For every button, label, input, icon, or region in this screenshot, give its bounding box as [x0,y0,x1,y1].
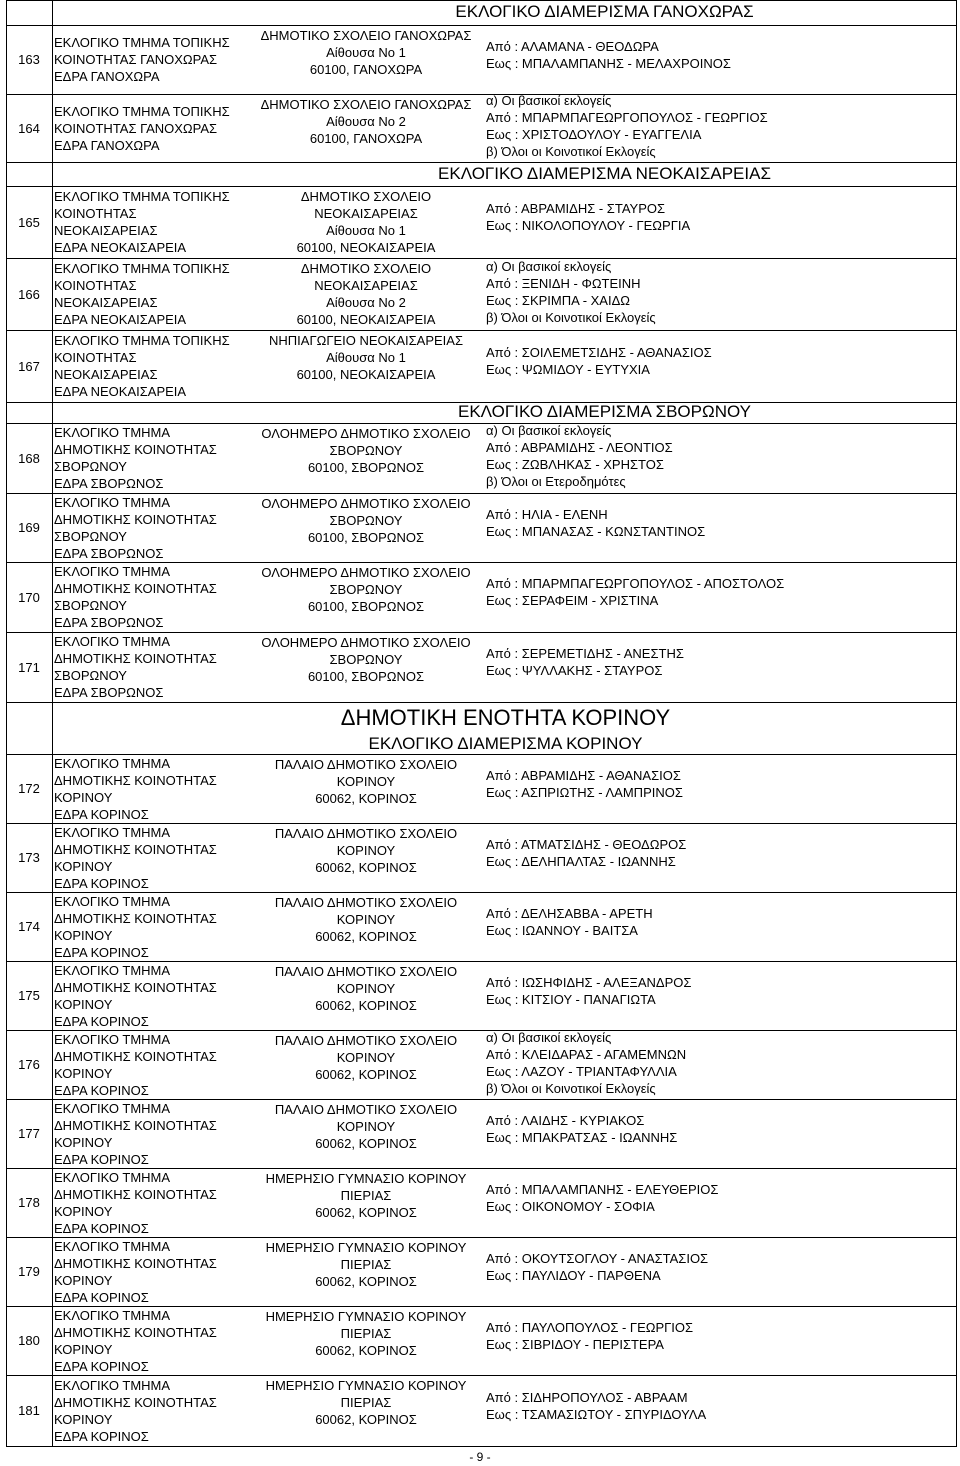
voter-range: Από : ΗΛΙΑ - ΕΛΕΝΗ Εως : ΜΠΑΝΑΣΑΣ - ΚΩΝΣΤΑΝΤΙΝΟΣ [486,506,706,539]
row-divider [6,632,957,633]
row-number: 172 [18,781,40,796]
row-number: 170 [18,589,40,605]
section-name: ΕΚΛΟΓΙΚΟ ΤΜΗΜΑ ΔΗΜΟΤΙΚΗΣ ΚΟΙΝΟΤΗΤΑΣ ΚΟΡΙΝΟΥ ΕΔΡΑ ΚΟΡΙΝΟΣ [54,1169,217,1236]
row-divider [6,258,957,259]
header-korinos: ΕΚΛΟΓΙΚΟ ΔΙΑΜΕΡΙΣΜΑ ΚΟΡΙΝΟΥ [368,734,643,753]
column-divider [956,0,957,1446]
voter-range: Από : ΠΑΥΛΟΠΟΥΛΟΣ - ΓΕΩΡΓΙΟΣ Εως : ΣΙΒΡΙΔΟΥ - ΠΕΡΙΣΤΕΡΑ [486,1319,694,1352]
venue-address: ΠΑΛΑΙΟ ΔΗΜΟΤΙΚΟ ΣΧΟΛΕΙΟ ΚΟΡΙΝΟΥ 60062, ΚΟΡΙΝΟΣ [274,1033,458,1082]
venue-address: ΗΜΕΡΗΣΙΟ ΓΥΜΝΑΣΙΟ ΚΟΡΙΝΟΥ ΠΙΕΡΙΑΣ 60062, ΚΟΡΙΝΟΣ [265,1309,467,1358]
venue-address: ΠΑΛΑΙΟ ΔΗΜΟΤΙΚΟ ΣΧΟΛΕΙΟ ΚΟΡΙΝΟΥ 60062, ΚΟΡΙΝΟΣ [274,964,458,1013]
venue-address: ΟΛΟΗΜΕΡΟ ΔΗΜΟΤΙΚΟ ΣΧΟΛΕΙΟ ΣΒΟΡΩΝΟΥ 60100, ΣΒΟΡΩΝΟΣ [261,426,471,475]
row-divider [6,493,957,494]
venue-address: ΔΗΜΟΤΙΚΟ ΣΧΟΛΕΙΟ ΓΑΝΟΧΩΡΑΣ Αίθουσα Νο 2 60100, ΓΑΝΟΧΩΡΑ [260,97,472,146]
section-name: ΕΚΛΟΓΙΚΟ ΤΜΗΜΑ ΔΗΜΟΤΙΚΗΣ ΚΟΙΝΟΤΗΤΑΣ ΚΟΡΙΝΟΥ ΕΔΡΑ ΚΟΡΙΝΟΣ [54,1238,217,1305]
section-name: ΕΚΛΟΓΙΚΟ ΤΜΗΜΑ ΔΗΜΟΤΙΚΗΣ ΚΟΙΝΟΤΗΤΑΣ ΚΟΡΙΝΟΥ ΕΔΡΑ ΚΟΡΙΝΟΣ [54,1100,217,1167]
voter-range: Από : ΜΠΑΛΑΜΠΑΝΗΣ - ΕΛΕΥΘΕΡΙΟΣ Εως : ΟΙΚΟΝΟΜΟΥ - ΣΟΦΙΑ [486,1181,719,1214]
table-row [6,1237,957,1306]
voter-range: α) Οι βασικοί εκλογείς Από : ΜΠΑΡΜΠΑΓΕΩΡΓΟΠΟΥΛΟΣ - ΓΕΩΡΓΙΟΣ Εως : ΧΡΙΣΤΟΔΟΥΛΟΥ - ΕΥΑΓΓΕΛΙΑ β) Όλοι οι Κοινοτικοί Εκλογείς [486,93,768,159]
voter-range: α) Οι βασικοί εκλογείς Από : ΚΛΕΙΔΑΡΑΣ - ΑΓΑΜΕΜΝΩΝ Εως : ΛΑΖΟΥ - ΤΡΙΑΝΤΑΦΥΛΛΙΑ β) Όλοι οι Κοινοτικοί Εκλογείς [486,1029,687,1096]
voter-range: Από : ΙΩΣΗΦΙΔΗΣ - ΑΛΕΞΑΝΔΡΟΣ Εως : ΚΙΤΣΙΟΥ - ΠΑΝΑΓΙΩΤΑ [486,974,692,1007]
venue-address: ΟΛΟΗΜΕΡΟ ΔΗΜΟΤΙΚΟ ΣΧΟΛΕΙΟ ΣΒΟΡΩΝΟΥ 60100, ΣΒΟΡΩΝΟΣ [261,496,471,545]
section-name: ΕΚΛΟΓΙΚΟ ΤΜΗΜΑ ΔΗΜΟΤΙΚΗΣ ΚΟΙΝΟΤΗΤΑΣ ΚΟΡΙΝΟΥ ΕΔΡΑ ΚΟΡΙΝΟΣ [54,962,217,1029]
section-name: ΕΚΛΟΓΙΚΟ ΤΜΗΜΑ ΔΗΜΟΤΙΚΗΣ ΚΟΙΝΟΤΗΤΑΣ ΚΟΡΙΝΟΥ ΕΔΡΑ ΚΟΡΙΝΟΣ [54,893,217,960]
row-number: 164 [18,120,40,136]
row-number: 165 [18,214,40,230]
polling-stations-table [6,0,957,1446]
row-divider [6,423,957,424]
table-row [6,493,957,562]
table-row [6,1168,957,1237]
row-number: 179 [18,1264,40,1279]
voter-range: Από : ΑΛΑΜΑΝΑ - ΘΕΟΔΩΡΑ Εως : ΜΠΑΛΑΜΠΑΝΗΣ - ΜΕΛΑΧΡΟΙΝΟΣ [486,38,731,71]
table-row [6,94,957,162]
header-neokaisareia: ΕΚΛΟΓΙΚΟ ΔΙΑΜΕΡΙΣΜΑ ΝΕΟΚΑΙΣΑΡΕΙΑΣ [438,164,771,183]
voter-range: α) Οι βασικοί εκλογείς Από : ΞΕΝΙΔΗ - ΦΩΤΕΙΝΗ Εως : ΣΚΡΙΜΠΑ - ΧΑΙΔΩ β) Όλοι οι Κοινοτικοί Εκλογείς [486,259,656,325]
row-divider [6,702,957,703]
column-divider [6,0,7,1446]
section-name: ΕΚΛΟΓΙΚΟ ΤΜΗΜΑ ΔΗΜΟΤΙΚΗΣ ΚΟΙΝΟΤΗΤΑΣ ΚΟΡΙΝΟΥ ΕΔΡΑ ΚΟΡΙΝΟΣ [54,1031,217,1098]
column-divider [52,0,53,1446]
venue-address: ΝΗΠΙΑΓΩΓΕΙΟ ΝΕΟΚΑΙΣΑΡΕΙΑΣ Αίθουσα Νο 1 60100, ΝΕΟΚΑΙΣΑΡΕΙΑ [269,333,463,382]
table-row [6,562,957,632]
header-korinos-unit: ΔΗΜΟΤΙΚΗ ΕΝΟΤΗΤΑ ΚΟΡΙΝΟΥ [340,705,671,730]
voter-range: Από : ΟΚΟΥΤΣΟΓΛΟΥ - ΑΝΑΣΤΑΣΙΟΣ Εως : ΠΑΥΛΙΔΟΥ - ΠΑΡΘΕΝΑ [486,1250,709,1283]
voter-range: Από : ΑΤΜΑΤΣΙΔΗΣ - ΘΕΟΔΩΡΟΣ Εως : ΔΕΛΗΠΑΛΤΑΣ - ΙΩΑΝΝΗΣ [486,836,687,869]
table-row [6,961,957,1030]
section-name: ΕΚΛΟΓΙΚΟ ΤΜΗΜΑ ΔΗΜΟΤΙΚΗΣ ΚΟΙΝΟΤΗΤΑΣ ΚΟΡΙΝΟΥ ΕΔΡΑ ΚΟΡΙΝΟΣ [54,824,217,891]
header-ganochora: ΕΚΛΟΓΙΚΟ ΔΙΑΜΕΡΙΣΜΑ ΓΑΝΟΧΩΡΑΣ [455,2,754,21]
row-divider [6,1375,957,1376]
row-divider [6,1446,957,1447]
voter-range: α) Οι βασικοί εκλογείς Από : ΑΒΡΑΜΙΔΗΣ - ΛΕΟΝΤΙΟΣ Εως : ΖΩΒΛΗΚΑΣ - ΧΡΗΣΤΟΣ β) Όλοι οι Ετεροδημότες [486,423,673,489]
row-divider [6,1306,957,1307]
row-divider [6,330,957,331]
table-row [6,632,957,702]
section-name: ΕΚΛΟΓΙΚΟ ΤΜΗΜΑ ΤΟΠΙΚΗΣ ΚΟΙΝΟΤΗΤΑΣ ΓΑΝΟΧΩΡΑΣ ΕΔΡΑ ΓΑΝΟΧΩΡΑ [54,103,230,153]
table-row [6,1099,957,1168]
row-divider [6,25,957,26]
table-row [6,892,957,961]
section-name: ΕΚΛΟΓΙΚΟ ΤΜΗΜΑ ΔΗΜΟΤΙΚΗΣ ΚΟΙΝΟΤΗΤΑΣ ΣΒΟΡΩΝΟΥ ΕΔΡΑ ΣΒΟΡΩΝΟΣ [54,494,217,561]
row-divider [6,823,957,824]
venue-address: ΔΗΜΟΤΙΚΟ ΣΧΟΛΕΙΟ ΝΕΟΚΑΙΣΑΡΕΙΑΣ Αίθουσα Νο 1 60100, ΝΕΟΚΑΙΣΑΡΕΙΑ [296,189,436,255]
section-name: ΕΚΛΟΓΙΚΟ ΤΜΗΜΑ ΔΗΜΟΤΙΚΗΣ ΚΟΙΝΟΤΗΤΑΣ ΣΒΟΡΩΝΟΥ ΕΔΡΑ ΣΒΟΡΩΝΟΣ [54,564,217,630]
voter-range: Από : ΔΕΛΗΣΑΒΒΑ - ΑΡΕΤΗ Εως : ΙΩΑΝΝΟΥ - ΒΑΙΤΣΑ [486,905,653,938]
table-row [6,823,957,892]
row-divider [6,961,957,962]
row-number: 175 [18,988,40,1003]
row-divider [6,0,957,1]
table-row [6,1030,957,1099]
row-number: 177 [18,1126,40,1141]
row-number: 178 [18,1195,40,1210]
table-row [6,423,957,493]
table-row [6,754,957,823]
venue-address: ΠΑΛΑΙΟ ΔΗΜΟΤΙΚΟ ΣΧΟΛΕΙΟ ΚΟΡΙΝΟΥ 60062, ΚΟΡΙΝΟΣ [274,1102,458,1151]
row-number: 173 [18,850,40,865]
section-name: ΕΚΛΟΓΙΚΟ ΤΜΗΜΑ ΔΗΜΟΤΙΚΗΣ ΚΟΙΝΟΤΗΤΑΣ ΚΟΡΙΝΟΥ ΕΔΡΑ ΚΟΡΙΝΟΣ [54,1377,217,1444]
section-name: ΕΚΛΟΓΙΚΟ ΤΜΗΜΑ ΤΟΠΙΚΗΣ ΚΟΙΝΟΤΗΤΑΣ ΝΕΟΚΑΙΣΑΡΕΙΑΣ ΕΔΡΑ ΝΕΟΚΑΙΣΑΡΕΙΑ [54,261,230,327]
voter-range: Από : ΑΒΡΑΜΙΔΗΣ - ΑΘΑΝΑΣΙΟΣ Εως : ΑΣΠΡΙΩΤΗΣ - ΛΑΜΠΡΙΝΟΣ [486,767,683,800]
table-row [6,25,957,94]
row-number: 171 [18,659,40,675]
venue-address: ΠΑΛΑΙΟ ΔΗΜΟΤΙΚΟ ΣΧΟΛΕΙΟ ΚΟΡΙΝΟΥ 60062, ΚΟΡΙΝΟΣ [274,895,458,944]
row-divider [6,94,957,95]
venue-address: ΠΑΛΑΙΟ ΔΗΜΟΤΙΚΟ ΣΧΟΛΕΙΟ ΚΟΡΙΝΟΥ 60062, ΚΟΡΙΝΟΣ [274,757,458,806]
table-row [6,330,957,402]
row-number: 163 [18,52,40,67]
row-number: 168 [18,450,40,466]
section-name: ΕΚΛΟΓΙΚΟ ΤΜΗΜΑ ΔΗΜΟΤΙΚΗΣ ΚΟΙΝΟΤΗΤΑΣ ΚΟΡΙΝΟΥ ΕΔΡΑ ΚΟΡΙΝΟΣ [54,1307,217,1374]
venue-address: ΟΛΟΗΜΕΡΟ ΔΗΜΟΤΙΚΟ ΣΧΟΛΕΙΟ ΣΒΟΡΩΝΟΥ 60100, ΣΒΟΡΩΝΟΣ [261,635,471,684]
row-divider [6,1168,957,1169]
row-divider [6,754,957,755]
section-name: ΕΚΛΟΓΙΚΟ ΤΜΗΜΑ ΤΟΠΙΚΗΣ ΚΟΙΝΟΤΗΤΑΣ ΝΕΟΚΑΙΣΑΡΕΙΑΣ ΕΔΡΑ ΝΕΟΚΑΙΣΑΡΕΙΑ [54,333,230,399]
row-number: 176 [18,1057,40,1072]
row-divider [6,1237,957,1238]
row-divider [6,892,957,893]
row-number: 169 [18,520,40,535]
section-name: ΕΚΛΟΓΙΚΟ ΤΜΗΜΑ ΤΟΠΙΚΗΣ ΚΟΙΝΟΤΗΤΑΣ ΝΕΟΚΑΙΣΑΡΕΙΑΣ ΕΔΡΑ ΝΕΟΚΑΙΣΑΡΕΙΑ [54,189,230,255]
section-name: ΕΚΛΟΓΙΚΟ ΤΜΗΜΑ ΔΗΜΟΤΙΚΗΣ ΚΟΙΝΟΤΗΤΑΣ ΣΒΟΡΩΝΟΥ ΕΔΡΑ ΣΒΟΡΩΝΟΣ [54,634,217,700]
voter-range: Από : ΣΙΔΗΡΟΠΟΥΛΟΣ - ΑΒΡΑΑΜ Εως : ΤΣΑΜΑΣΙΩΤΟΥ - ΣΠΥΡΙΔΟΥΛΑ [486,1389,707,1422]
venue-address: ΟΛΟΗΜΕΡΟ ΔΗΜΟΤΙΚΟ ΣΧΟΛΕΙΟ ΣΒΟΡΩΝΟΥ 60100, ΣΒΟΡΩΝΟΣ [261,565,471,614]
row-divider [6,162,957,163]
row-divider [6,562,957,563]
section-name: ΕΚΛΟΓΙΚΟ ΤΜΗΜΑ ΤΟΠΙΚΗΣ ΚΟΙΝΟΤΗΤΑΣ ΓΑΝΟΧΩΡΑΣ ΕΔΡΑ ΓΑΝΟΧΩΡΑ [54,35,230,84]
voter-range: Από : ΣΟΙΛΕΜΕΤΣΙΔΗΣ - ΑΘΑΝΑΣΙΟΣ Εως : ΨΩΜΙΔΟΥ - ΕΥΤΥΧΙΑ [486,345,712,377]
row-divider [6,1099,957,1100]
table-row [6,1306,957,1375]
row-number: 167 [18,358,40,374]
voter-range: Από : ΛΑΙΔΗΣ - ΚΥΡΙΑΚΟΣ Εως : ΜΠΑΚΡΑΤΣΑΣ - ΙΩΑΝΝΗΣ [486,1112,678,1145]
page-number: - 9 - [469,1450,491,1464]
table-row [6,1375,957,1446]
venue-address: ΗΜΕΡΗΣΙΟ ΓΥΜΝΑΣΙΟ ΚΟΡΙΝΟΥ ΠΙΕΡΙΑΣ 60062, ΚΟΡΙΝΟΣ [265,1240,467,1289]
venue-address: ΠΑΛΑΙΟ ΔΗΜΟΤΙΚΟ ΣΧΟΛΕΙΟ ΚΟΡΙΝΟΥ 60062, ΚΟΡΙΝΟΣ [274,826,458,875]
venue-address: ΔΗΜΟΤΙΚΟ ΣΧΟΛΕΙΟ ΓΑΝΟΧΩΡΑΣ Αίθουσα Νο 1 60100, ΓΑΝΟΧΩΡΑ [260,28,472,77]
row-number: 180 [18,1333,40,1348]
section-name: ΕΚΛΟΓΙΚΟ ΤΜΗΜΑ ΔΗΜΟΤΙΚΗΣ ΚΟΙΝΟΤΗΤΑΣ ΚΟΡΙΝΟΥ ΕΔΡΑ ΚΟΡΙΝΟΣ [54,755,217,822]
row-number: 174 [18,919,40,934]
row-number: 166 [18,286,40,302]
table-row [6,186,957,258]
row-number: 181 [18,1403,40,1418]
venue-address: ΔΗΜΟΤΙΚΟ ΣΧΟΛΕΙΟ ΝΕΟΚΑΙΣΑΡΕΙΑΣ Αίθουσα Νο 2 60100, ΝΕΟΚΑΙΣΑΡΕΙΑ [296,261,436,327]
row-divider [6,402,957,403]
voter-range: Από : ΑΒΡΑΜΙΔΗΣ - ΣΤΑΥΡΟΣ Εως : ΝΙΚΟΛΟΠΟΥΛΟΥ - ΓΕΩΡΓΙΑ [486,201,691,233]
venue-address: ΗΜΕΡΗΣΙΟ ΓΥΜΝΑΣΙΟ ΚΟΡΙΝΟΥ ΠΙΕΡΙΑΣ 60062, ΚΟΡΙΝΟΣ [265,1171,467,1220]
section-name: ΕΚΛΟΓΙΚΟ ΤΜΗΜΑ ΔΗΜΟΤΙΚΗΣ ΚΟΙΝΟΤΗΤΑΣ ΣΒΟΡΩΝΟΥ ΕΔΡΑ ΣΒΟΡΩΝΟΣ [54,425,217,491]
table-row [6,258,957,330]
voter-range: Από : ΣΕΡΕΜΕΤΙΔΗΣ - ΑΝΕΣΤΗΣ Εως : ΨΥΛΛΑΚΗΣ - ΣΤΑΥΡΟΣ [486,646,684,678]
voter-range: Από : ΜΠΑΡΜΠΑΓΕΩΡΓΟΠΟΥΛΟΣ - ΑΠΟΣΤΟΛΟΣ Εως : ΣΕΡΑΦΕΙΜ - ΧΡΙΣΤΙΝΑ [486,576,785,608]
row-divider [6,186,957,187]
venue-address: ΗΜΕΡΗΣΙΟ ΓΥΜΝΑΣΙΟ ΚΟΡΙΝΟΥ ΠΙΕΡΙΑΣ 60062, ΚΟΡΙΝΟΣ [265,1378,467,1427]
header-svoronos: ΕΚΛΟΓΙΚΟ ΔΙΑΜΕΡΙΣΜΑ ΣΒΟΡΩΝΟΥ [458,402,751,421]
row-divider [6,1030,957,1031]
